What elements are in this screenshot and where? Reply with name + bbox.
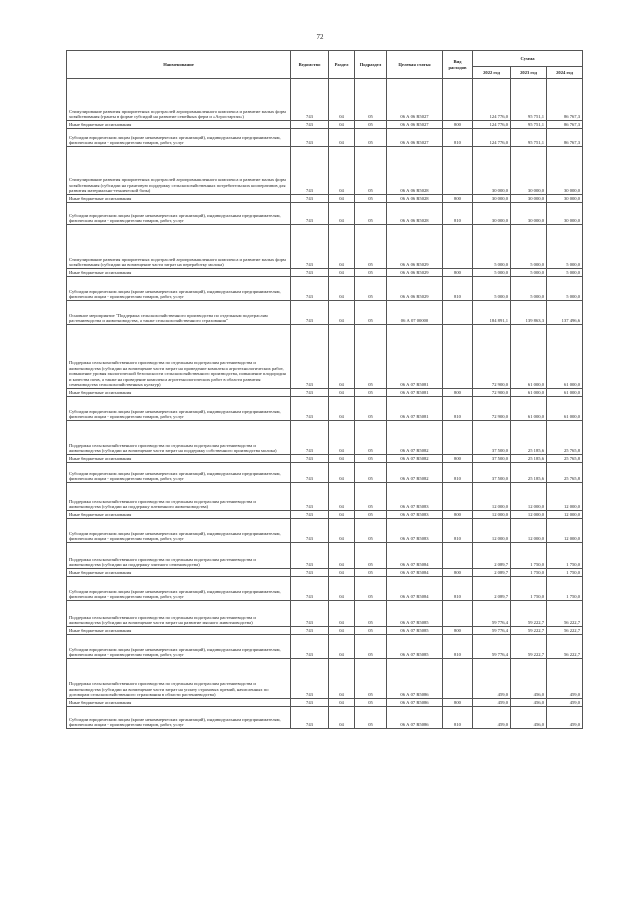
cell-subsection: 05 <box>355 569 387 577</box>
cell-name: Стимулирование развития приоритетных подотраслей агропромышленного комплекса и развитие малых форм хозяйствования (гранты в форме субсидий на развитие семейных ферм и «Агростартап») <box>67 79 291 121</box>
header-year-2022: 2022 год <box>473 67 511 79</box>
cell-2023: 61 000,0 <box>511 325 547 389</box>
table-row <box>67 627 583 635</box>
cell-section: 04 <box>329 79 355 121</box>
cell-2023: 1 750,0 <box>511 569 547 577</box>
cell-name: Иные бюджетные ассигнования <box>67 511 291 519</box>
cell-expense-type <box>443 147 473 195</box>
cell-target: 06 А 06 R5027 <box>387 121 443 129</box>
cell-2023: 59 222,7 <box>511 601 547 627</box>
cell-expense-type <box>443 421 473 455</box>
cell-name: Субсидии юридическим лицам (кроме некоммерческих организаций), индивидуальным предпринимателям, физическим лицам - производителям товаров, работ, услуг <box>67 203 291 225</box>
table-row <box>67 511 583 519</box>
cell-2022: 12 000,0 <box>473 519 511 543</box>
cell-2023: 5 000,0 <box>511 269 547 277</box>
table-row <box>67 397 583 421</box>
cell-subsection: 05 <box>355 203 387 225</box>
cell-2022: 72 900,0 <box>473 325 511 389</box>
cell-2023: 95 751,1 <box>511 129 547 147</box>
cell-2022: 30 000,0 <box>473 195 511 203</box>
cell-name: Иные бюджетные ассигнования <box>67 455 291 463</box>
cell-2022: 2 089,7 <box>473 577 511 601</box>
cell-2023: 59 222,7 <box>511 635 547 659</box>
cell-ministry: 743 <box>291 569 329 577</box>
cell-2024: 459,0 <box>547 659 583 699</box>
cell-expense-type: 810 <box>443 577 473 601</box>
cell-2024: 459,0 <box>547 699 583 707</box>
cell-2023: 12 000,0 <box>511 483 547 511</box>
table-header <box>67 51 583 79</box>
cell-2024: 56 222,7 <box>547 635 583 659</box>
cell-target: 06 А 07 R5085 <box>387 635 443 659</box>
cell-expense-type <box>443 225 473 269</box>
budget-table <box>66 50 583 729</box>
cell-expense-type: 800 <box>443 455 473 463</box>
cell-section: 04 <box>329 325 355 389</box>
cell-expense-type: 800 <box>443 699 473 707</box>
cell-subsection: 05 <box>355 627 387 635</box>
cell-subsection: 05 <box>355 269 387 277</box>
cell-expense-type <box>443 659 473 699</box>
cell-section: 04 <box>329 203 355 225</box>
cell-2022: 2 089,7 <box>473 543 511 569</box>
cell-subsection: 05 <box>355 635 387 659</box>
cell-2023: 59 222,7 <box>511 627 547 635</box>
cell-2022: 5 000,0 <box>473 225 511 269</box>
cell-2022: 12 000,0 <box>473 483 511 511</box>
cell-section: 04 <box>329 225 355 269</box>
cell-ministry: 743 <box>291 325 329 389</box>
cell-section: 04 <box>329 659 355 699</box>
cell-ministry: 743 <box>291 483 329 511</box>
cell-ministry: 743 <box>291 577 329 601</box>
cell-2024: 25 765,8 <box>547 421 583 455</box>
cell-section: 04 <box>329 635 355 659</box>
cell-expense-type: 800 <box>443 121 473 129</box>
cell-subsection: 05 <box>355 659 387 699</box>
cell-2024: 25 765,8 <box>547 455 583 463</box>
cell-2023: 95 751,1 <box>511 79 547 121</box>
cell-expense-type: 810 <box>443 463 473 483</box>
cell-2024: 12 000,0 <box>547 519 583 543</box>
cell-2024: 5 000,0 <box>547 277 583 301</box>
cell-2024: 12 000,0 <box>547 511 583 519</box>
table-row <box>67 699 583 707</box>
cell-2022: 124 776,0 <box>473 129 511 147</box>
cell-2024: 86 767,3 <box>547 121 583 129</box>
cell-2023: 25 185,6 <box>511 421 547 455</box>
cell-expense-type <box>443 79 473 121</box>
cell-2022: 5 000,0 <box>473 277 511 301</box>
cell-name: Субсидии юридическим лицам (кроме некоммерческих организаций), индивидуальным предпринимателям, физическим лицам - производителям товаров, работ, услуг <box>67 635 291 659</box>
cell-name: Субсидии юридическим лицам (кроме некоммерческих организаций), индивидуальным предпринимателям, физическим лицам - производителям товаров, работ, услуг <box>67 707 291 729</box>
cell-section: 04 <box>329 483 355 511</box>
table-row <box>67 483 583 511</box>
cell-ministry: 743 <box>291 519 329 543</box>
table-row <box>67 569 583 577</box>
cell-subsection: 05 <box>355 699 387 707</box>
cell-ministry: 743 <box>291 543 329 569</box>
cell-2023: 25 185,6 <box>511 455 547 463</box>
cell-target: 06 А 06 R5029 <box>387 277 443 301</box>
cell-target: 06 А 07 R5086 <box>387 699 443 707</box>
cell-section: 04 <box>329 421 355 455</box>
cell-2022: 37 500,0 <box>473 421 511 455</box>
cell-2024: 86 767,3 <box>547 79 583 121</box>
cell-2022: 72 900,0 <box>473 389 511 397</box>
cell-ministry: 743 <box>291 389 329 397</box>
cell-2022: 184 891,1 <box>473 301 511 325</box>
cell-ministry: 743 <box>291 635 329 659</box>
cell-target: 06 А 06 R5029 <box>387 269 443 277</box>
cell-section: 04 <box>329 601 355 627</box>
cell-section: 04 <box>329 543 355 569</box>
cell-2024: 1 750,0 <box>547 577 583 601</box>
cell-2024: 61 000,0 <box>547 389 583 397</box>
table-row <box>67 195 583 203</box>
cell-section: 04 <box>329 301 355 325</box>
header-section: Раздел <box>329 51 355 79</box>
cell-ministry: 743 <box>291 397 329 421</box>
table-row <box>67 129 583 147</box>
table-row <box>67 121 583 129</box>
cell-2023: 456,0 <box>511 699 547 707</box>
cell-target: 06 А 07 R5083 <box>387 483 443 511</box>
cell-expense-type <box>443 325 473 389</box>
cell-subsection: 05 <box>355 129 387 147</box>
cell-2022: 459,0 <box>473 707 511 729</box>
cell-subsection: 05 <box>355 301 387 325</box>
cell-ministry: 743 <box>291 511 329 519</box>
cell-name: Субсидии юридическим лицам (кроме некоммерческих организаций), индивидуальным предпринимателям, физическим лицам - производителям товаров, работ, услуг <box>67 397 291 421</box>
cell-expense-type <box>443 301 473 325</box>
cell-subsection: 05 <box>355 195 387 203</box>
cell-2023: 61 000,0 <box>511 389 547 397</box>
cell-ministry: 743 <box>291 203 329 225</box>
cell-2023: 30 000,0 <box>511 195 547 203</box>
cell-name: Иные бюджетные ассигнования <box>67 627 291 635</box>
cell-2022: 2 089,7 <box>473 569 511 577</box>
cell-name: Поддержка сельскохозяйственного производства по отдельным подотраслям растениеводства и животноводства (субсидии на возмещение части затрат на уплату страховых премий, начисленных по договорам сельскохозяйственного страхования в области растениеводства) <box>67 659 291 699</box>
cell-subsection: 05 <box>355 483 387 511</box>
cell-subsection: 05 <box>355 421 387 455</box>
cell-expense-type: 800 <box>443 627 473 635</box>
table-row <box>67 635 583 659</box>
cell-name: Поддержка сельскохозяйственного производства по отдельным подотраслям растениеводства и животноводства (субсидии на возмещение части затрат на проведение комплекса агротехнологических работ, повышение уровня экологической безопасности сельскохозяйственного производства, повышение плодородия и качества почв, а также на проведение комплекса агротехнологических работ в области развития семеноводства сельскохозяйственных культур) <box>67 325 291 389</box>
table-row <box>67 659 583 699</box>
header-year-2024: 2024 год <box>547 67 583 79</box>
cell-name: Поддержка сельскохозяйственного производства по отдельным подотраслям растениеводства и животноводства (субсидии на поддержку племенного животноводства) <box>67 483 291 511</box>
cell-subsection: 05 <box>355 79 387 121</box>
cell-expense-type: 810 <box>443 129 473 147</box>
cell-target: 06 А 07 R5085 <box>387 601 443 627</box>
page-number: 72 <box>316 33 324 41</box>
cell-ministry: 743 <box>291 601 329 627</box>
cell-name: Иные бюджетные ассигнования <box>67 389 291 397</box>
table-row <box>67 389 583 397</box>
cell-2022: 459,0 <box>473 659 511 699</box>
cell-2022: 59 776,4 <box>473 601 511 627</box>
cell-2023: 61 000,0 <box>511 397 547 421</box>
cell-2024: 1 750,0 <box>547 569 583 577</box>
cell-expense-type: 810 <box>443 635 473 659</box>
cell-name: Иные бюджетные ассигнования <box>67 269 291 277</box>
cell-ministry: 743 <box>291 277 329 301</box>
cell-section: 04 <box>329 463 355 483</box>
cell-ministry: 743 <box>291 707 329 729</box>
cell-ministry: 743 <box>291 301 329 325</box>
cell-2024: 30 000,0 <box>547 147 583 195</box>
cell-target: 06 А 07 R5082 <box>387 463 443 483</box>
cell-ministry: 743 <box>291 195 329 203</box>
cell-ministry: 743 <box>291 421 329 455</box>
table-row <box>67 79 583 121</box>
cell-expense-type: 810 <box>443 203 473 225</box>
cell-2024: 56 222,7 <box>547 627 583 635</box>
cell-target: 06 А 06 R5027 <box>387 79 443 121</box>
cell-ministry: 743 <box>291 269 329 277</box>
cell-subsection: 05 <box>355 577 387 601</box>
cell-target: 06 А 07 R5082 <box>387 455 443 463</box>
table-row <box>67 519 583 543</box>
cell-ministry: 743 <box>291 659 329 699</box>
cell-target: 06 А 07 R5081 <box>387 389 443 397</box>
cell-target: 06 А 07 R5086 <box>387 707 443 729</box>
header-name: Наименование <box>67 51 291 79</box>
table-row <box>67 225 583 269</box>
cell-name: Субсидии юридическим лицам (кроме некоммерческих организаций), индивидуальным предпринимателям, физическим лицам - производителям товаров, работ, услуг <box>67 277 291 301</box>
cell-subsection: 05 <box>355 463 387 483</box>
cell-section: 04 <box>329 121 355 129</box>
cell-expense-type: 800 <box>443 569 473 577</box>
cell-section: 04 <box>329 455 355 463</box>
cell-expense-type: 810 <box>443 397 473 421</box>
cell-ministry: 743 <box>291 225 329 269</box>
cell-target: 06 А 07 R5085 <box>387 627 443 635</box>
cell-section: 04 <box>329 277 355 301</box>
cell-2023: 95 751,1 <box>511 121 547 129</box>
cell-section: 04 <box>329 569 355 577</box>
cell-2024: 30 000,0 <box>547 195 583 203</box>
cell-name: Поддержка сельскохозяйственного производства по отдельным подотраслям растениеводства и животноводства (субсидии на возмещение части затрат на поддержку собственного производства молока) <box>67 421 291 455</box>
cell-target: 06 А 07 R5086 <box>387 659 443 699</box>
cell-2023: 1 750,0 <box>511 543 547 569</box>
cell-section: 04 <box>329 627 355 635</box>
cell-subsection: 05 <box>355 519 387 543</box>
cell-ministry: 743 <box>291 147 329 195</box>
cell-expense-type: 800 <box>443 195 473 203</box>
cell-name: Иные бюджетные ассигнования <box>67 569 291 577</box>
cell-2022: 12 000,0 <box>473 511 511 519</box>
cell-expense-type: 810 <box>443 707 473 729</box>
cell-name: Иные бюджетные ассигнования <box>67 195 291 203</box>
cell-2023: 30 000,0 <box>511 147 547 195</box>
cell-name: Субсидии юридическим лицам (кроме некоммерческих организаций), индивидуальным предпринимателям, физическим лицам - производителям товаров, работ, услуг <box>67 577 291 601</box>
header-target: Целевая статья <box>387 51 443 79</box>
cell-ministry: 743 <box>291 627 329 635</box>
cell-target: 06 А 06 R5027 <box>387 129 443 147</box>
cell-subsection: 05 <box>355 543 387 569</box>
table-row <box>67 301 583 325</box>
cell-name: Иные бюджетные ассигнования <box>67 699 291 707</box>
cell-expense-type: 810 <box>443 277 473 301</box>
cell-name: Поддержка сельскохозяйственного производства по отдельным подотраслям растениеводства и животноводства (субсидии на поддержку элитного семеноводства) <box>67 543 291 569</box>
cell-expense-type <box>443 543 473 569</box>
cell-target: 06 А 07 R5083 <box>387 519 443 543</box>
cell-section: 04 <box>329 195 355 203</box>
table-row <box>67 707 583 729</box>
cell-2024: 61 000,0 <box>547 397 583 421</box>
cell-name: Основное мероприятие "Поддержка сельскохозяйственного производства по отдельным подотраслям растениеводства и животноводства, а также сельскохозяйственного страхования" <box>67 301 291 325</box>
cell-section: 04 <box>329 129 355 147</box>
cell-2023: 25 185,6 <box>511 463 547 483</box>
cell-section: 04 <box>329 577 355 601</box>
cell-section: 04 <box>329 699 355 707</box>
cell-2024: 56 222,7 <box>547 601 583 627</box>
cell-2024: 12 000,0 <box>547 483 583 511</box>
cell-2024: 137 496,6 <box>547 301 583 325</box>
cell-subsection: 05 <box>355 601 387 627</box>
cell-target: 06 А 07 R5083 <box>387 511 443 519</box>
cell-section: 04 <box>329 519 355 543</box>
cell-target: 06 А 07 R5084 <box>387 543 443 569</box>
cell-section: 04 <box>329 397 355 421</box>
cell-subsection: 05 <box>355 225 387 269</box>
table-row <box>67 277 583 301</box>
table-row <box>67 421 583 455</box>
cell-2022: 59 776,4 <box>473 635 511 659</box>
cell-2024: 459,0 <box>547 707 583 729</box>
cell-2024: 30 000,0 <box>547 203 583 225</box>
cell-section: 04 <box>329 707 355 729</box>
cell-2024: 1 750,0 <box>547 543 583 569</box>
cell-2024: 61 000,0 <box>547 325 583 389</box>
cell-name: Субсидии юридическим лицам (кроме некоммерческих организаций), индивидуальным предпринимателям, физическим лицам - производителям товаров, работ, услуг <box>67 519 291 543</box>
table-row <box>67 147 583 195</box>
header-sum: Сумма <box>473 51 583 67</box>
cell-ministry: 743 <box>291 121 329 129</box>
cell-2023: 12 000,0 <box>511 519 547 543</box>
cell-target: 06 А 07 R5081 <box>387 397 443 421</box>
cell-2022: 459,0 <box>473 699 511 707</box>
cell-name: Субсидии юридическим лицам (кроме некоммерческих организаций), индивидуальным предпринимателям, физическим лицам - производителям товаров, работ, услуг <box>67 129 291 147</box>
header-year-2023: 2023 год <box>511 67 547 79</box>
cell-target: 06 А 06 R5028 <box>387 203 443 225</box>
cell-2022: 37 500,0 <box>473 455 511 463</box>
cell-name: Субсидии юридическим лицам (кроме некоммерческих организаций), индивидуальным предпринимателям, физическим лицам - производителям товаров, работ, услуг <box>67 463 291 483</box>
cell-name: Поддержка сельскохозяйственного производства по отдельным подотраслям растениеводства и животноводства (субсидии на возмещение части затрат на развитие мясного животноводства) <box>67 601 291 627</box>
table-row <box>67 577 583 601</box>
cell-2023: 1 750,0 <box>511 577 547 601</box>
cell-expense-type: 800 <box>443 389 473 397</box>
cell-expense-type: 810 <box>443 519 473 543</box>
cell-2022: 124 776,0 <box>473 79 511 121</box>
cell-subsection: 05 <box>355 511 387 519</box>
cell-2023: 5 000,0 <box>511 277 547 301</box>
cell-2023: 456,0 <box>511 659 547 699</box>
cell-target: 06 А 06 R5028 <box>387 195 443 203</box>
cell-2023: 12 000,0 <box>511 511 547 519</box>
cell-2024: 25 765,8 <box>547 463 583 483</box>
cell-2022: 30 000,0 <box>473 203 511 225</box>
cell-name: Стимулирование развития приоритетных подотраслей агропромышленного комплекса и развитие малых форм хозяйствования (субсидии на грантовую поддержку сельскохозяйственных потребительских кооперативов для развития материально-технической базы) <box>67 147 291 195</box>
table-row <box>67 325 583 389</box>
cell-subsection: 05 <box>355 707 387 729</box>
cell-2023: 139 863,3 <box>511 301 547 325</box>
cell-name: Стимулирование развития приоритетных подотраслей агропромышленного комплекса и развитие малых форм хозяйствования (субсидии на возмещение части затрат на переработку молока) <box>67 225 291 269</box>
cell-subsection: 05 <box>355 147 387 195</box>
header-ministry: Ведомство <box>291 51 329 79</box>
cell-target: 06 А 06 R5028 <box>387 147 443 195</box>
cell-expense-type: 800 <box>443 269 473 277</box>
table-row <box>67 269 583 277</box>
cell-subsection: 05 <box>355 277 387 301</box>
cell-2024: 5 000,0 <box>547 225 583 269</box>
cell-expense-type: 800 <box>443 511 473 519</box>
cell-name: Иные бюджетные ассигнования <box>67 121 291 129</box>
header-subsection: Подраздел <box>355 51 387 79</box>
table-row <box>67 543 583 569</box>
cell-ministry: 743 <box>291 129 329 147</box>
cell-section: 04 <box>329 269 355 277</box>
cell-subsection: 05 <box>355 455 387 463</box>
cell-section: 04 <box>329 147 355 195</box>
cell-ministry: 743 <box>291 463 329 483</box>
cell-2022: 124 776,0 <box>473 121 511 129</box>
cell-ministry: 743 <box>291 455 329 463</box>
table-body <box>67 79 583 729</box>
table-row <box>67 463 583 483</box>
cell-target: 06 А 07 R5084 <box>387 569 443 577</box>
cell-2022: 59 776,4 <box>473 627 511 635</box>
cell-2022: 37 500,0 <box>473 463 511 483</box>
cell-2022: 30 000,0 <box>473 147 511 195</box>
table-row <box>67 601 583 627</box>
cell-2023: 5 000,0 <box>511 225 547 269</box>
cell-section: 04 <box>329 389 355 397</box>
cell-ministry: 743 <box>291 79 329 121</box>
cell-2023: 456,0 <box>511 707 547 729</box>
cell-subsection: 05 <box>355 389 387 397</box>
cell-2023: 30 000,0 <box>511 203 547 225</box>
cell-ministry: 743 <box>291 699 329 707</box>
cell-subsection: 05 <box>355 397 387 421</box>
cell-2022: 5 000,0 <box>473 269 511 277</box>
cell-2024: 86 767,3 <box>547 129 583 147</box>
cell-target: 06 А 07 R5082 <box>387 421 443 455</box>
cell-target: 06 А 07 R5084 <box>387 577 443 601</box>
cell-subsection: 05 <box>355 121 387 129</box>
table-row <box>67 455 583 463</box>
cell-section: 04 <box>329 511 355 519</box>
cell-2022: 72 900,0 <box>473 397 511 421</box>
cell-subsection: 05 <box>355 325 387 389</box>
cell-target: 06 А 07 00000 <box>387 301 443 325</box>
header-expense-type: Вид расходов <box>443 51 473 79</box>
cell-2024: 5 000,0 <box>547 269 583 277</box>
cell-expense-type <box>443 601 473 627</box>
table-row <box>67 203 583 225</box>
cell-target: 06 А 06 R5029 <box>387 225 443 269</box>
cell-expense-type <box>443 483 473 511</box>
cell-target: 06 А 07 R5081 <box>387 325 443 389</box>
